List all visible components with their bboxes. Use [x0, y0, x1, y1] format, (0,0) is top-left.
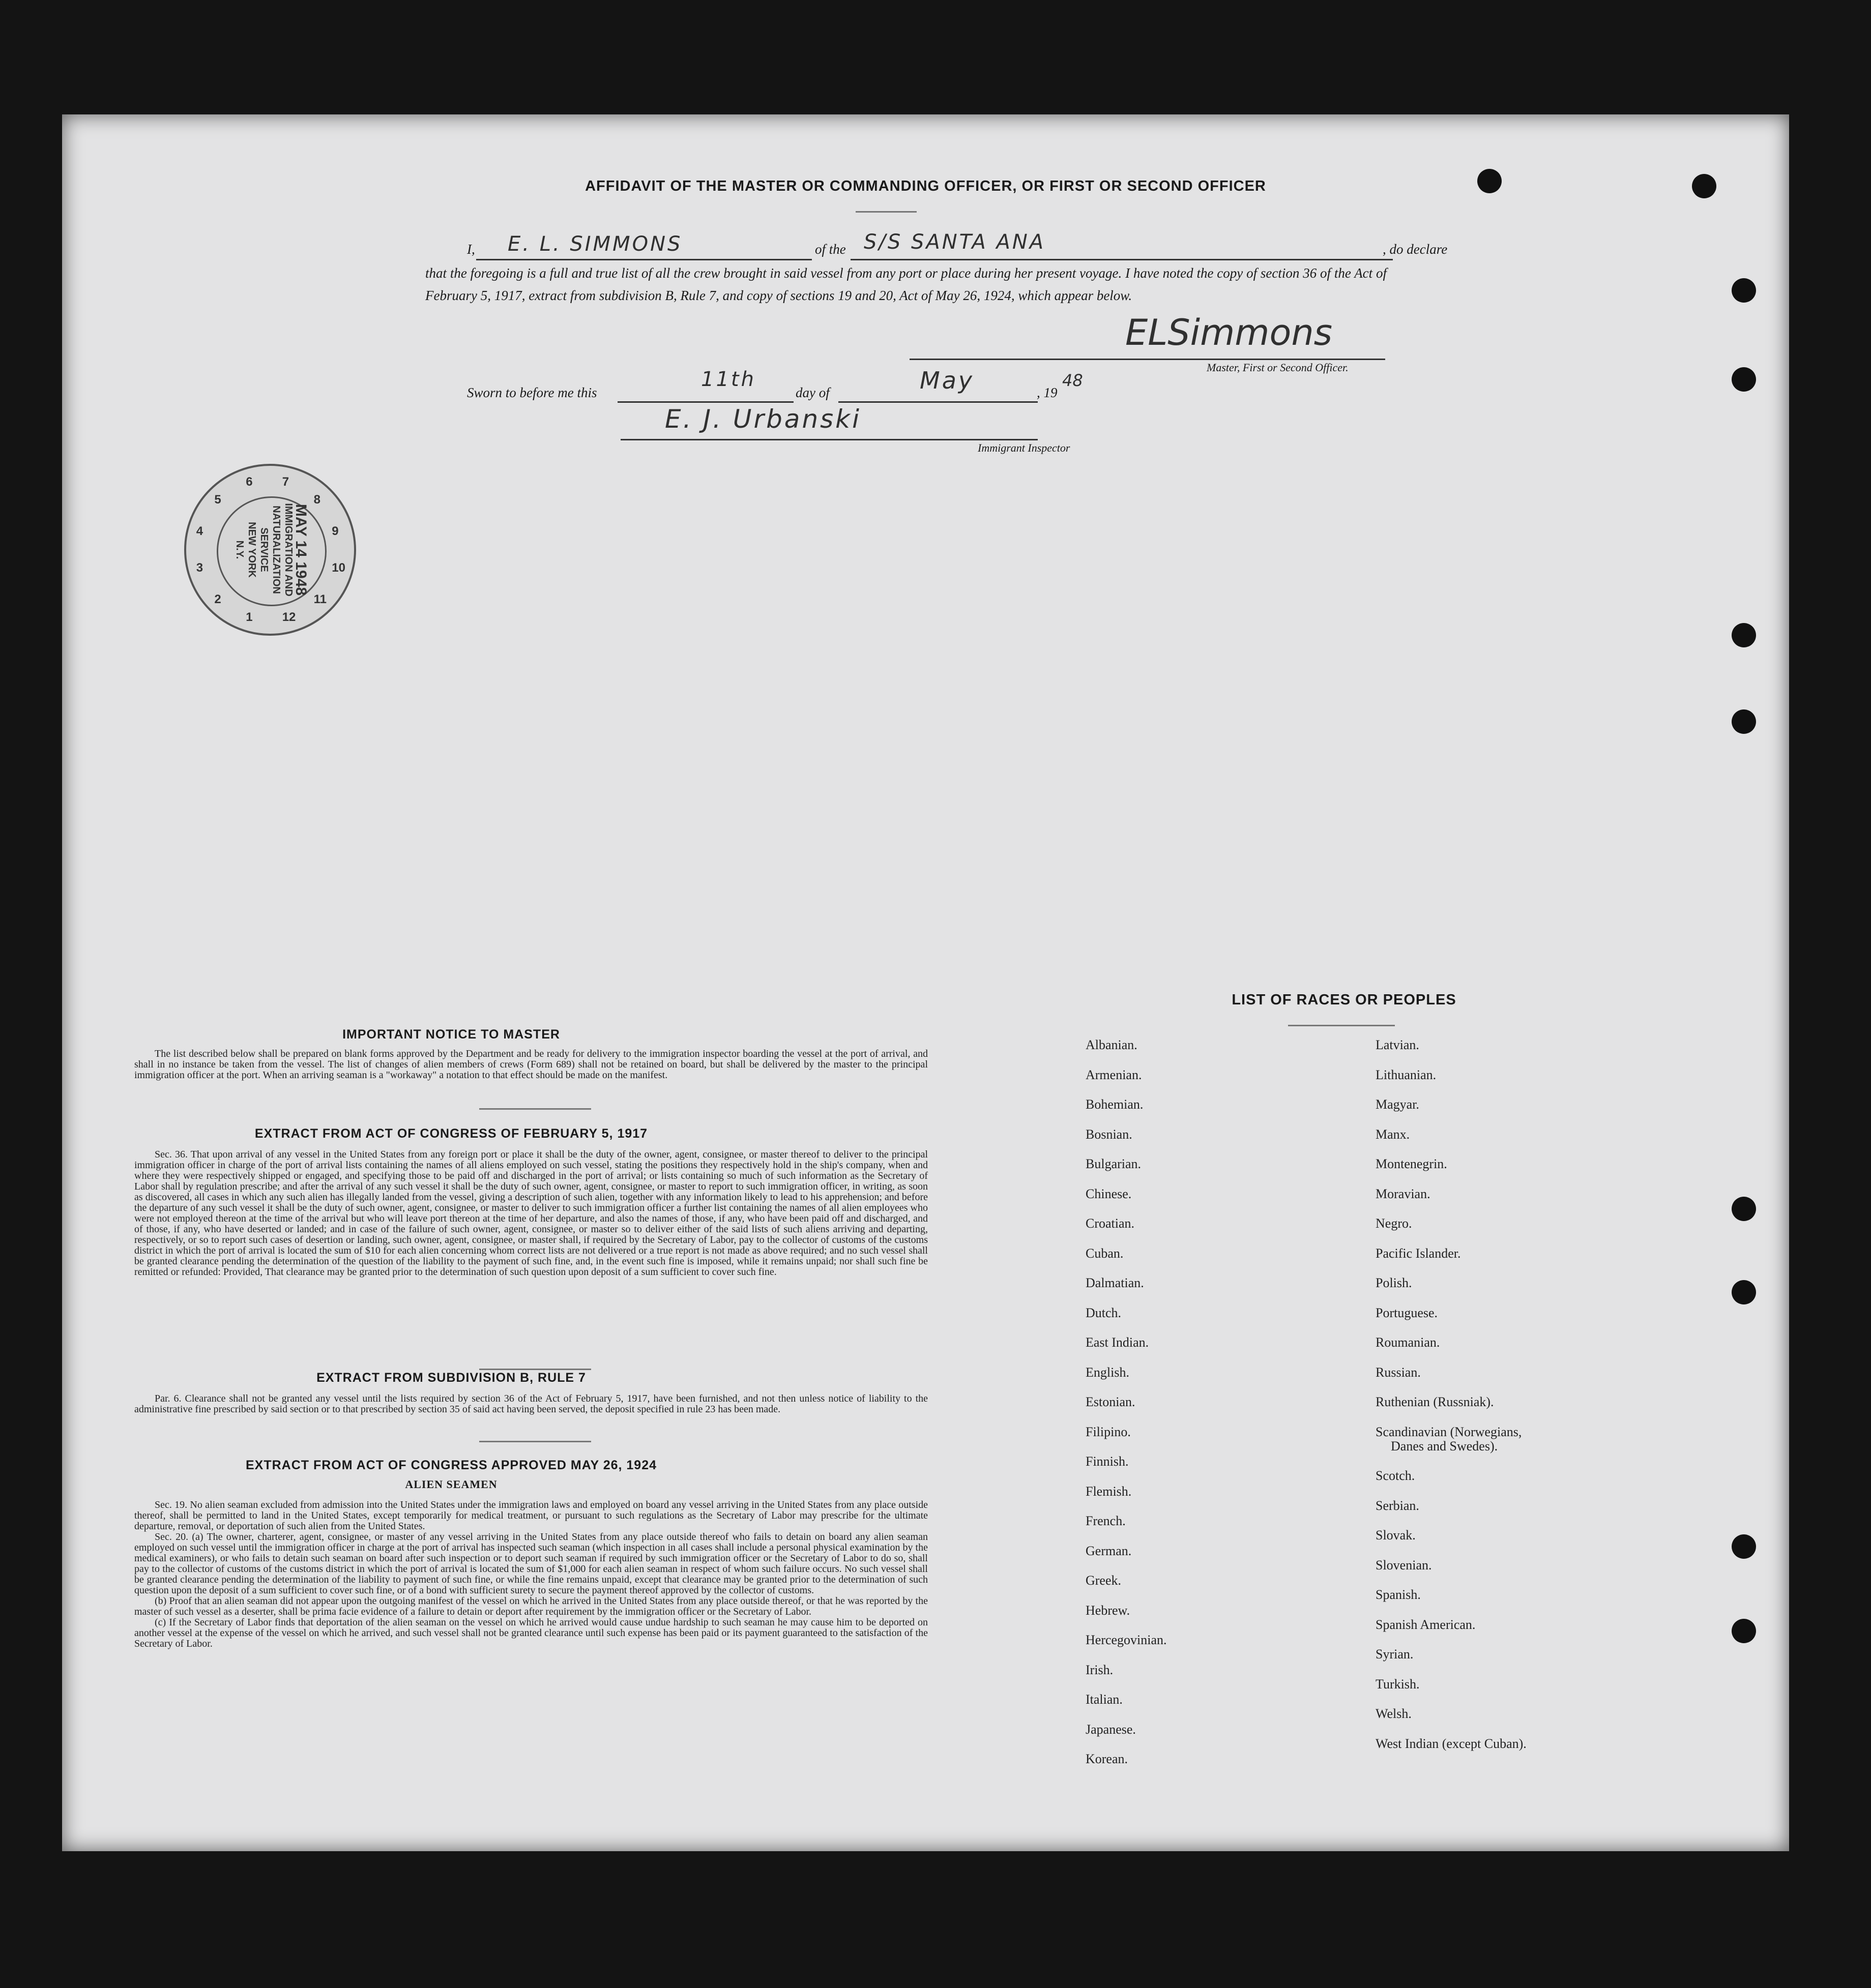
punch-hole [1732, 623, 1756, 647]
race-item: Spanish American. [1376, 1617, 1476, 1632]
race-item: Ruthenian (Russniak). [1376, 1394, 1494, 1409]
race-item: Dalmatian. [1086, 1275, 1144, 1290]
race-item: Hercegovinian. [1086, 1633, 1167, 1647]
signature-line [910, 359, 1385, 360]
race-item: Manx. [1376, 1126, 1410, 1142]
sworn-label: Sworn to before me this [467, 385, 597, 400]
notice-paragraph: The list described below shall be prepared on blank forms approved by the Department and be ready for delivery to the immigration inspector boarding the vessel at the port of arrival, and shall in no instance be taken from the vessel. The list of changes of alien members of crews (Form 689) shall not be retained on board, but shall be delivered by the master to the principal immigration officer at the port. When an arriving seaman is a "workaway" a notation to that effect should be made on the manifest. [134, 1048, 928, 1081]
race-item: Magyar. [1376, 1097, 1419, 1112]
race-item: Montenegrin. [1376, 1156, 1447, 1171]
declare-label: , do declare [1383, 242, 1448, 257]
sworn-day-line [618, 401, 794, 403]
races-title: LIST OF RACES OR PEOPLES [1232, 992, 1456, 1008]
race-item: Albanian. [1086, 1037, 1137, 1052]
stamp-number: 8 [313, 493, 320, 507]
divider [856, 211, 917, 213]
act-1917-title: EXTRACT FROM ACT OF CONGRESS OF FEBRUARY 5, 1917 [254, 1126, 648, 1141]
race-item: Lithuanian. [1376, 1067, 1437, 1082]
sec-20c-paragraph: (c) If the Secretary of Labor finds that deportation of the alien seaman on the vessel on which he arrived would cause undue hardship to such seaman he may cause him to be deported on another vessel at the expense of the vessel on which he arrived, and such vessel shall not be granted clearance until such expense has been paid or its payment guaranteed to the satisfaction of the Secretary of Labor. [134, 1617, 928, 1649]
vessel-name-line [851, 259, 1393, 260]
stamp-text [233, 503, 307, 596]
of-the-label: of the [815, 242, 846, 257]
officer-name-line [476, 259, 812, 260]
notice-title: IMPORTANT NOTICE TO MASTER [342, 1027, 560, 1042]
divider [479, 1369, 591, 1370]
race-item: Greek. [1086, 1573, 1122, 1588]
rule-7-text [134, 1393, 928, 1415]
punch-hole [1732, 1197, 1756, 1221]
race-item: Bohemian. [1086, 1097, 1144, 1112]
race-item: Irish. [1086, 1662, 1114, 1677]
race-item: Estonian. [1086, 1394, 1135, 1409]
race-item: Slovenian. [1376, 1557, 1432, 1572]
punch-hole [1732, 1619, 1756, 1643]
race-item: Russian. [1376, 1364, 1421, 1380]
stamp-line-1: IMMIGRATION AND [283, 503, 294, 597]
sworn-year: 48 [1062, 371, 1083, 390]
i-label: I, [467, 242, 475, 257]
document-page [62, 114, 1789, 1851]
race-item: Dutch. [1086, 1305, 1122, 1320]
sec-20b-paragraph: (b) Proof that an alien seaman did not appear upon the outgoing manifest of the vessel on which he arrived in the United States from any place outside thereof, or that he was reported by the master of such vessel as a deserter, shall be prima facie evidence of a failure to detain or deport after requirement by the immigration officer or the Secretary of Labor. [134, 1595, 928, 1617]
inspector-signature-line [621, 439, 1038, 440]
stamp-number: 2 [214, 592, 221, 606]
divider [479, 1108, 591, 1110]
race-item: Armenian. [1086, 1067, 1142, 1082]
race-item: Roumanian. [1376, 1335, 1440, 1350]
sec-19-paragraph: Sec. 19. No alien seaman excluded from admission into the United States under the immigration laws and employed on board any vessel arriving in the United States from any place outside thereof, shall be permitted to land in the United States, except temporarily for medical treatment, or pursuant to such regulations as the Secretary of Labor may prescribe for the ultimate departure, removal, or deportation of such alien from the United States. [134, 1499, 928, 1532]
race-item: Polish. [1376, 1275, 1412, 1290]
race-item: West Indian (except Cuban). [1376, 1736, 1527, 1751]
punch-hole [1732, 709, 1756, 734]
race-item: Flemish. [1086, 1483, 1132, 1499]
race-item: Turkish. [1376, 1676, 1420, 1692]
stamp-line-5: N.Y. [234, 540, 245, 559]
act-1924-title: EXTRACT FROM ACT OF CONGRESS APPROVED MAY 26, 1924 [245, 1458, 657, 1472]
affidavit-title: AFFIDAVIT OF THE MASTER OR COMMANDING OFFICER, OR FIRST OR SECOND OFFICER [585, 178, 1266, 194]
punch-hole [1732, 1534, 1756, 1559]
punch-hole [1732, 367, 1756, 392]
year-prefix: , 19 [1037, 385, 1058, 400]
race-item: Spanish. [1376, 1587, 1421, 1602]
declaration-text: that the foregoing is a full and true list of all the crew brought in said vessel from any port or place during her present voyage. I have noted the copy of section 36 of the Act of February 5, 1917, extract from subdivision B, Rule 7, and copy of sections 19 and 20, Act of May 26, 1924, which appear below. [425, 265, 1387, 303]
race-item: East Indian. [1086, 1335, 1149, 1350]
race-item: Welsh. [1376, 1706, 1412, 1721]
race-item: Pacific Islander. [1376, 1245, 1461, 1261]
race-item: Japanese. [1086, 1722, 1136, 1737]
race-item: Latvian. [1376, 1037, 1419, 1052]
act-1917-paragraph: Sec. 36. That upon arrival of any vessel in the United States from any foreign port or place it shall be the duty of the owner, agent, consignee, or master thereof to deliver to the principal immigration officer in charge of the port of arrival lists containing the names of all aliens employed on such vessel, stating the positions they respectively hold in the ship's company, when and where they were respectively shipped or engaged, and specifying those to be paid off and discharged in the port of arrival; or lists containing so much of such information as the Secretary of Labor shall by regulation prescribe; and after the arrival of any such vessel it shall be the duty of such owner, agent, consignee, or master to report to such immigration officer, in writing, as soon as discovered, all cases in which any such alien has illegally landed from the vessel, giving a description of such alien, together with any information likely to lead to his apprehension; and before the departure of any such vessel it shall be the duty of such owner, agent, consignee, or master to deliver to such immigration officer a further list containing the names of all alien employees who were not employed thereon at the time of the arrival but who will leave port thereon at the time of her departure, and also the names of those, if any, who have been paid off and discharged, and of those, if any, who have deserted or landed; and in case of the failure of such owner, agent, consignee, or master so to deliver either of the said lists of such aliens arriving and departing, respectively, or so to report such cases of desertion or landing, such owner, agent, consignee, or master shall, if required by the Secretary of Labor, pay to the collector of customs of the customs district in which the port of arrival is located the sum of $10 for each alien concerning whom correct lists are not delivered or a true report is not made as above required; and no such vessel shall be granted clearance pending the determination of the question of the liability to the payment of such fine, and, in the event such fine is imposed, while it remains unpaid; nor shall such fine be remitted or refunded: Provided, That clearance may be granted prior to the determination of such question upon deposit of a sum sufficient to cover such fine. [134, 1149, 928, 1278]
stamp-line-2: NATURALIZATION [271, 506, 282, 594]
punch-hole [1732, 1280, 1756, 1304]
master-signature: ELSimmons [1125, 312, 1333, 353]
stamp-date: MAY 14 1948 [293, 503, 309, 596]
race-item: French. [1086, 1514, 1126, 1528]
stamp-number: 6 [246, 474, 253, 489]
stamp-number: 5 [214, 493, 221, 507]
race-item: Italian. [1086, 1692, 1123, 1707]
officer-name: E. L. SIMMONS [508, 232, 683, 256]
stamp-line-4: NEW YORK [246, 522, 257, 578]
day-of-label: day of [796, 385, 830, 400]
sworn-month: May [920, 367, 975, 394]
race-item: Croatian. [1086, 1216, 1135, 1231]
inspector-signature: E. J. Urbanski [665, 404, 862, 434]
stamp-number: 10 [332, 560, 345, 575]
race-item: Scandinavian (Norwegians, [1376, 1424, 1522, 1439]
race-item: Slovak. [1376, 1528, 1416, 1542]
race-item: Chinese. [1086, 1186, 1132, 1201]
race-item: Moravian. [1376, 1186, 1430, 1201]
race-item: Serbian. [1376, 1498, 1419, 1513]
stamp-number: 7 [282, 474, 289, 489]
affidavit-first-line [467, 230, 1449, 262]
sworn-line [467, 367, 1083, 404]
stamp-number: 12 [282, 610, 296, 625]
stamp-number: 4 [196, 524, 203, 539]
stamp-line-3: SERVICE [258, 527, 270, 572]
race-item: Bosnian. [1086, 1126, 1132, 1142]
immigration-stamp [184, 464, 356, 636]
race-item: Scotch. [1376, 1468, 1415, 1483]
signature-caption: Master, First or Second Officer. [1207, 361, 1349, 374]
inspector-caption: Immigrant Inspector [978, 441, 1070, 454]
notice-text [134, 1049, 928, 1081]
race-item: English. [1086, 1364, 1129, 1380]
sworn-day: 11th [701, 368, 756, 391]
act-1917-text [134, 1149, 928, 1278]
sec-20a-paragraph: Sec. 20. (a) The owner, charterer, agent, consignee, or master of any vessel arriving in the United States from any place outside thereof who fails to detain on board any alien seaman employed on such vessel until the immigration officer in charge at the port of arrival has inspected such seaman (which inspection in all cases shall include a personal physical examination by the medical examiners), or who fails to detain such seaman on board after such inspection or to deport such seaman if required by such immigration officer or the Secretary of Labor to do so, shall pay to the collector of customs of the customs district in which the port of arrival is located the sum of $1,000 for each alien seaman in respect of whom such failure occurs. No such vessel shall be granted clearance pending the determination of the liability to payment of such fine, or while the fine remains unpaid, except that clearance may be granted prior to the determination of such question upon the deposit of a sum sufficient to cover such fine, or of a bond with sufficient surety to secure the payment thereof approved by the collector of customs. [134, 1531, 928, 1596]
race-item: Korean. [1086, 1752, 1128, 1766]
rule-7-paragraph: Par. 6. Clearance shall not be granted any vessel until the lists required by section 36 of the Act of February 5, 1917, have been furnished, and not then unless notice of liability to the administrative fine prescribed by said section or to that prescribed by section 35 of said act having been served, the deposit specified in rule 23 has been made. [134, 1393, 928, 1415]
race-item: Syrian. [1376, 1647, 1414, 1661]
act-1924-subtitle: ALIEN SEAMEN [405, 1478, 498, 1491]
divider [479, 1441, 591, 1442]
race-item: Filipino. [1086, 1424, 1131, 1439]
race-item: Danes and Swedes). [1391, 1438, 1498, 1453]
divider [1288, 1025, 1395, 1026]
punch-hole [1732, 278, 1756, 303]
act-1924-text [134, 1500, 928, 1649]
race-item: Portuguese. [1376, 1305, 1438, 1320]
stamp-number: 11 [313, 592, 327, 606]
stamp-number: 9 [332, 524, 339, 539]
stamp-number: 1 [246, 610, 253, 625]
race-item: German. [1086, 1543, 1132, 1558]
race-item: Finnish. [1086, 1454, 1129, 1469]
race-item: Cuban. [1086, 1245, 1124, 1261]
race-item: Hebrew. [1086, 1603, 1130, 1618]
race-item: Bulgarian. [1086, 1156, 1142, 1171]
vessel-name: S/S SANTA ANA [864, 230, 1046, 254]
rule-7-title: EXTRACT FROM SUBDIVISION B, RULE 7 [316, 1371, 586, 1385]
sworn-month-line [838, 401, 1038, 403]
stamp-number: 3 [196, 560, 203, 575]
race-item: Negro. [1376, 1216, 1412, 1231]
